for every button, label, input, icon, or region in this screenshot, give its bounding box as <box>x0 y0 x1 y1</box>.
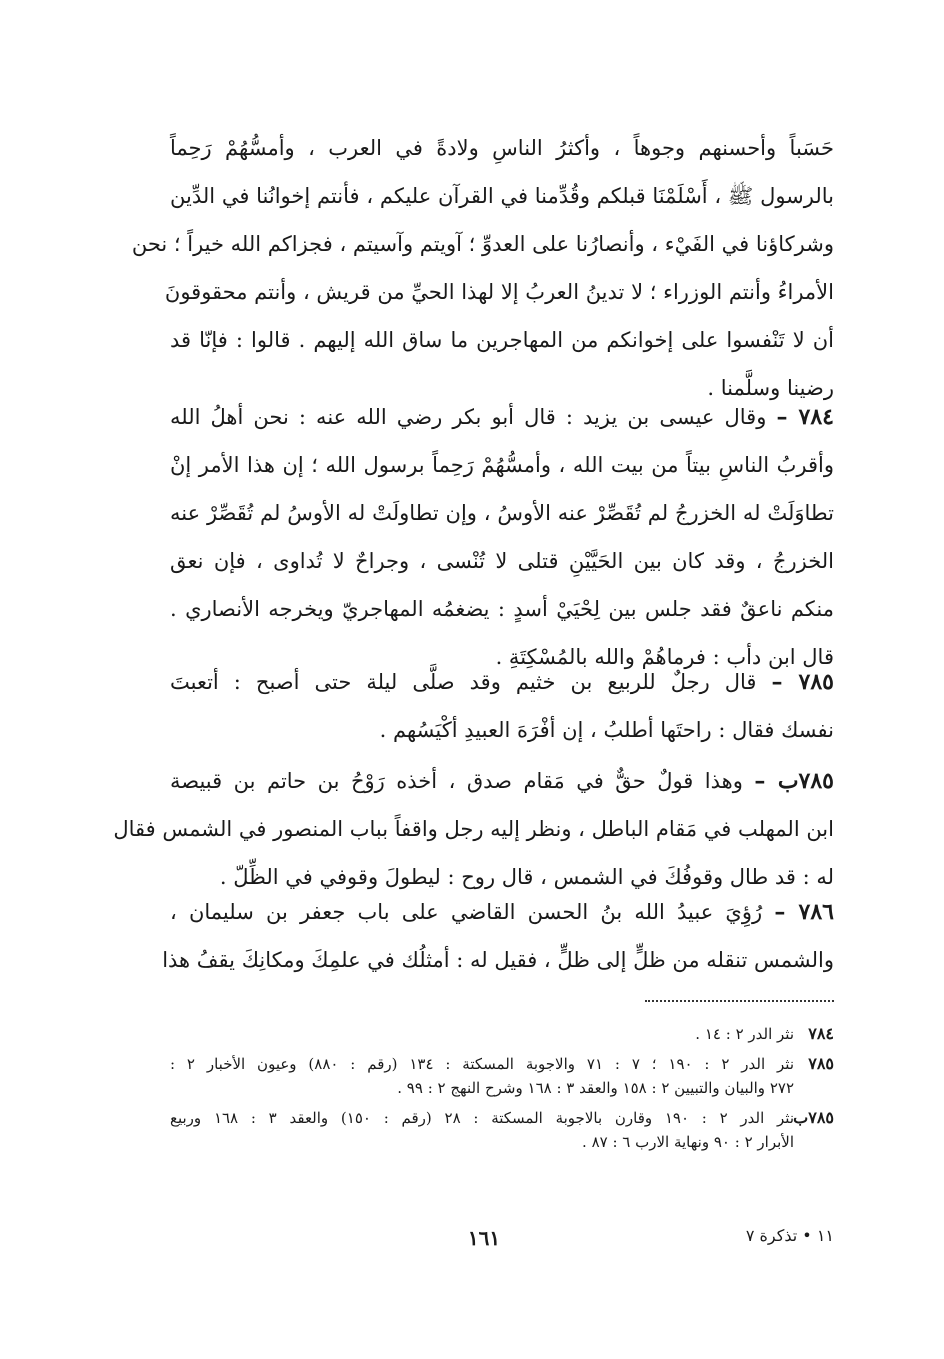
text-line-content: قال رجلٌ للربيع بن خثيم وقد صلَّى ليلة حتى أصبح : أتعبتَ <box>170 670 757 694</box>
text-line: الخزرجُ ، وقد كان بين الحَيَّيْنِ قتلى لا تُنْسى ، وجراحٌ لا تُداوى ، فإن نعق <box>170 549 834 573</box>
footnote-line: ٢٧٢ والبيان والتبيين ٢ : ١٥٨ والعقد ٣ : ١٦٨ وشرح النهج ٢ : ٩٩ . <box>397 1079 794 1097</box>
text-line-content: وقال عيسى بن يزيد : قال أبو بكر رضي الله عنه : نحن أهلُ الله <box>170 405 767 429</box>
footnote-line: نثر الدر ٢ : ١٩٠ وقارن بالاجوبة المسكتة : ٢٨ (رقم : ١٥٠) والعقد ٣ : ١٦٨ وربيع <box>170 1109 795 1127</box>
text-line: أن لا تَنْفسوا على إخوانكم من المهاجرين ما ساق الله إليهم . قالوا : فإنّا قد <box>170 328 834 352</box>
paragraph-number: ٧٨٦ – <box>774 899 834 925</box>
text-line: نفسك فقال : راحتَها أطلبُ ، إن أفْرَهَ العبيدِ أكْيَسُهم . <box>379 718 834 742</box>
footnote-line: نثر الدر ٢ : ١٤ . <box>695 1025 794 1043</box>
text-line: والشمس تنقله من ظلٍّ إلى ظلٍّ ، فقيل له : أمثلُك في علمِكَ ومكانِكَ يقفُ هذا <box>162 948 834 972</box>
footnote-line: نثر الدر ٢ : ١٩٠ ؛ ٧ : ٧١ والاجوبة المسكتة : ١٣٤ (رقم : ٨٨٠) وعيون الأخبار ٢ : <box>170 1055 794 1073</box>
footnote-number: ٧٨٥ب <box>793 1108 834 1127</box>
text-line-first <box>170 393 834 441</box>
footnote <box>170 1106 834 1154</box>
text-line-first <box>170 757 834 805</box>
footnote-divider <box>645 1000 834 1002</box>
paragraph-784 <box>170 393 834 681</box>
footnote-text <box>170 1052 794 1100</box>
text-line-first <box>170 658 834 706</box>
text-line: حَسَباً وأحسنهم وجوهاً ، وأكثرُ الناسِ ولادةً في العرب ، وأمسُّهُمْ رَحِماً <box>170 136 834 160</box>
text-line-content: رُؤِيَ عبيدُ الله بنُ الحسن القاضي على باب جعفر بن سليمان ، <box>170 900 763 924</box>
footnote-number: ٧٨٤ <box>808 1024 834 1043</box>
footnote-line: الأبرار ٢ : ٩٠ ونهاية الارب ٦ : ٨٧ . <box>582 1133 794 1151</box>
footnote-text <box>170 1106 794 1154</box>
text-line-first <box>170 888 834 936</box>
text-line: تطاوَلَتْ له الخزرجُ لم تُقَصِّرْ عنه الأوسُ ، وإن تطاولَتْ له الأوسُ لم تُقَصِّرْ عنه <box>170 501 834 525</box>
page-number: ١٦١ <box>467 1226 501 1250</box>
text-line: الأمراءُ وأنتم الوزراء ؛ لا تدينُ العربُ إلا لهذا الحيِّ من قريش ، وأنتم محقوقونَ <box>164 280 834 304</box>
footnote <box>170 1052 834 1100</box>
text-line: قال ابن دأب : فرماهُمْ والله بالمُسْكِتَةِ . <box>495 645 834 669</box>
footnote-text <box>170 1022 794 1046</box>
text-line: وشركاؤنا في الفَيْء ، وأنصارُنا على العدوِّ ؛ آويتم وآسيتم ، فجزاكم الله خيراً ؛ نحن <box>131 232 834 256</box>
paragraph-number: ٧٨٥ – <box>771 669 834 695</box>
paragraph-number: ٧٨٥ب – <box>754 768 834 794</box>
text-line: ابن المهلب في مَقام الباطل ، ونظر إليه رجل واقفاً بباب المنصور في الشمس فقال <box>113 817 834 841</box>
paragraph-785b <box>113 757 834 901</box>
text-line-content: وهذا قولٌ حقٌّ في مَقام صدق ، أخذه رَوْحُ بن حاتم بن قبيصة <box>170 769 743 793</box>
text-line: له : قد طال وقوفُكَ في الشمس ، قال روح : ليطولَ وقوفي في الظِّلّ . <box>219 865 834 889</box>
paragraph-785 <box>170 658 834 754</box>
text-line: رضينا وسلَّمنا . <box>707 376 834 400</box>
footnote <box>170 1022 834 1046</box>
paragraph-number: ٧٨٤ – <box>776 404 834 430</box>
paragraph-786 <box>162 888 834 984</box>
text-line: منكم ناعقٌ فقد جلس بين لِحْيَيْ أسدٍ : يضغمُه المهاجريّ ويخرجه الأنصاري . <box>170 597 834 621</box>
text-line: بالرسول ﷺ ، أَسْلَمْنَا قبلكم وقُدِّمنا في القرآن عليكم ، فأنتم إخوانُنا في الدِّين <box>170 184 834 208</box>
text-line: وأقربُ الناسِ بيتاً من بيت الله ، وأمسُّهُمْ رَحِماً برسول الله ؛ إن هذا الأمر إنْ <box>170 453 834 477</box>
printer-signature: ١١ • تذكرة ٧ <box>745 1226 834 1245</box>
footnote-number: ٧٨٥ <box>808 1054 834 1073</box>
footnotes <box>170 1022 834 1160</box>
paragraph-783-continuation <box>131 124 834 412</box>
